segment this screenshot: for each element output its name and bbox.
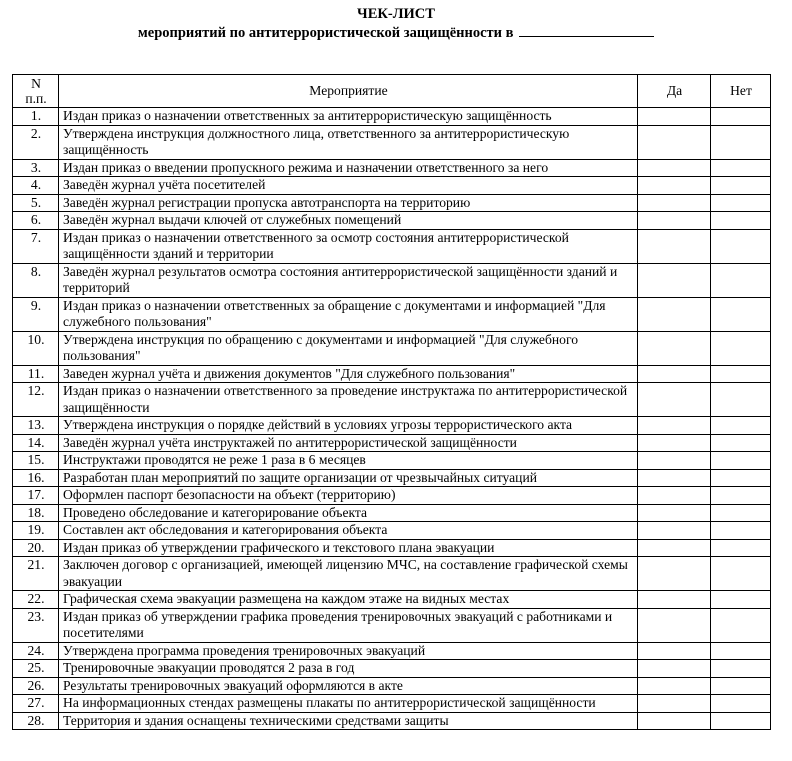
row-no-cell[interactable] — [711, 469, 771, 487]
row-no-cell[interactable] — [711, 108, 771, 126]
header-no: Нет — [711, 75, 771, 108]
row-no-cell[interactable] — [711, 660, 771, 678]
row-yes-cell[interactable] — [638, 452, 711, 470]
row-no-cell[interactable] — [711, 452, 771, 470]
table-row — [13, 712, 771, 730]
row-yes-cell[interactable] — [638, 125, 711, 159]
row-no-cell[interactable] — [711, 125, 771, 159]
organization-blank-line — [519, 24, 654, 37]
row-yes-cell[interactable] — [638, 212, 711, 230]
row-yes-cell[interactable] — [638, 108, 711, 126]
row-no-cell[interactable] — [711, 504, 771, 522]
table-row — [13, 487, 771, 505]
table-row — [13, 108, 771, 126]
table-row — [13, 417, 771, 435]
row-no-cell[interactable] — [711, 695, 771, 713]
row-no-cell[interactable] — [711, 487, 771, 505]
row-yes-cell[interactable] — [638, 557, 711, 591]
row-no-cell[interactable] — [711, 712, 771, 730]
table-row — [13, 125, 771, 159]
row-number: 8. — [13, 263, 59, 297]
row-event-text: Заведён журнал учёта посетителей — [59, 177, 638, 195]
row-no-cell[interactable] — [711, 608, 771, 642]
row-number: 7. — [13, 229, 59, 263]
row-yes-cell[interactable] — [638, 695, 711, 713]
row-event-text: Оформлен паспорт безопасности на объект (территорию) — [59, 487, 638, 505]
row-number: 22. — [13, 591, 59, 609]
row-event-text: Составлен акт обследования и категорирования объекта — [59, 522, 638, 540]
row-event-text: Заведён журнал выдачи ключей от служебных помещений — [59, 212, 638, 230]
row-number: 9. — [13, 297, 59, 331]
row-event-text: Проведено обследование и категорирование объекта — [59, 504, 638, 522]
row-number: 16. — [13, 469, 59, 487]
table-row — [13, 212, 771, 230]
row-number: 26. — [13, 677, 59, 695]
row-number: 4. — [13, 177, 59, 195]
row-number: 3. — [13, 159, 59, 177]
row-number: 11. — [13, 365, 59, 383]
row-yes-cell[interactable] — [638, 331, 711, 365]
row-event-text: Заведён журнал учёта инструктажей по антитеррористической защищённости — [59, 434, 638, 452]
table-row — [13, 591, 771, 609]
row-number: 12. — [13, 383, 59, 417]
row-no-cell[interactable] — [711, 263, 771, 297]
row-no-cell[interactable] — [711, 212, 771, 230]
row-event-text: Утверждена инструкция должностного лица, ответственного за антитеррористическую защищённость — [59, 125, 638, 159]
document-subtitle — [0, 24, 792, 42]
row-event-text: Территория и здания оснащены техническими средствами защиты — [59, 712, 638, 730]
row-number: 2. — [13, 125, 59, 159]
row-event-text: Утверждена инструкция по обращению с документами и информацией "Для служебного пользования" — [59, 331, 638, 365]
row-yes-cell[interactable] — [638, 642, 711, 660]
row-no-cell[interactable] — [711, 591, 771, 609]
table-row — [13, 194, 771, 212]
row-event-text: Заведён журнал результатов осмотра состояния антитеррористической защищённости зданий и территорий — [59, 263, 638, 297]
row-number: 17. — [13, 487, 59, 505]
table-row — [13, 177, 771, 195]
row-event-text: Утверждена инструкция о порядке действий в условиях угрозы террористического акта — [59, 417, 638, 435]
row-number: 13. — [13, 417, 59, 435]
header-yes: Да — [638, 75, 711, 108]
row-number: 1. — [13, 108, 59, 126]
row-event-text: Издан приказ о назначении ответственных за обращение с документами и информацией "Для служебного пользования" — [59, 297, 638, 331]
row-yes-cell[interactable] — [638, 229, 711, 263]
row-yes-cell[interactable] — [638, 194, 711, 212]
row-yes-cell[interactable] — [638, 365, 711, 383]
row-event-text: Заведен журнал учёта и движения документов "Для служебного пользования" — [59, 365, 638, 383]
row-no-cell[interactable] — [711, 677, 771, 695]
row-number: 25. — [13, 660, 59, 678]
row-yes-cell[interactable] — [638, 263, 711, 297]
row-number: 19. — [13, 522, 59, 540]
table-row — [13, 677, 771, 695]
row-event-text: Издан приказ о назначении ответственного за проведение инструктажа по антитеррористической защищённости — [59, 383, 638, 417]
table-row — [13, 452, 771, 470]
table-row — [13, 642, 771, 660]
row-event-text: Разработан план мероприятий по защите организации от чрезвычайных ситуаций — [59, 469, 638, 487]
table-row — [13, 557, 771, 591]
row-event-text: Издан приказ об утверждении графика проведения тренировочных эвакуаций с работниками и посетителями — [59, 608, 638, 642]
table-row — [13, 159, 771, 177]
table-row — [13, 469, 771, 487]
row-yes-cell[interactable] — [638, 522, 711, 540]
table-row — [13, 383, 771, 417]
row-event-text: Тренировочные эвакуации проводятся 2 раза в год — [59, 660, 638, 678]
row-yes-cell[interactable] — [638, 159, 711, 177]
table-row — [13, 331, 771, 365]
header-number-line1: N — [31, 76, 41, 91]
row-no-cell[interactable] — [711, 417, 771, 435]
row-event-text: Издан приказ о назначении ответственного за осмотр состояния антитеррористической защищённости зданий и территории — [59, 229, 638, 263]
row-yes-cell[interactable] — [638, 539, 711, 557]
row-no-cell[interactable] — [711, 365, 771, 383]
row-event-text: Заключен договор с организацией, имеющей лицензию МЧС, на составление графической схемы эвакуации — [59, 557, 638, 591]
table-row — [13, 539, 771, 557]
row-event-text: Результаты тренировочных эвакуаций оформляются в акте — [59, 677, 638, 695]
header-number — [13, 75, 59, 108]
table-row — [13, 434, 771, 452]
row-number: 18. — [13, 504, 59, 522]
row-yes-cell[interactable] — [638, 434, 711, 452]
row-number: 15. — [13, 452, 59, 470]
row-yes-cell[interactable] — [638, 383, 711, 417]
row-event-text: Инструктажи проводятся не реже 1 раза в 6 месяцев — [59, 452, 638, 470]
row-number: 20. — [13, 539, 59, 557]
row-yes-cell[interactable] — [638, 660, 711, 678]
row-no-cell[interactable] — [711, 177, 771, 195]
row-yes-cell[interactable] — [638, 677, 711, 695]
row-number: 23. — [13, 608, 59, 642]
subtitle-text: мероприятий по антитеррористической защищённости в — [137, 25, 514, 41]
header-number-line2: п.п. — [25, 91, 47, 106]
table-row — [13, 263, 771, 297]
row-number: 27. — [13, 695, 59, 713]
header-event: Мероприятие — [59, 75, 638, 108]
row-event-text: Издан приказ о назначении ответственных за антитеррористическую защищённость — [59, 108, 638, 126]
row-no-cell[interactable] — [711, 557, 771, 591]
row-number: 21. — [13, 557, 59, 591]
row-yes-cell[interactable] — [638, 591, 711, 609]
row-no-cell[interactable] — [711, 642, 771, 660]
row-event-text: На информационных стендах размещены плакаты по антитеррористической защищённости — [59, 695, 638, 713]
row-event-text: Издан приказ об утверждении графического и текстового плана эвакуации — [59, 539, 638, 557]
row-no-cell[interactable] — [711, 539, 771, 557]
row-no-cell[interactable] — [711, 331, 771, 365]
row-number: 28. — [13, 712, 59, 730]
table-row — [13, 504, 771, 522]
row-no-cell[interactable] — [711, 434, 771, 452]
row-event-text: Утверждена программа проведения тренировочных эвакуаций — [59, 642, 638, 660]
row-no-cell[interactable] — [711, 297, 771, 331]
row-no-cell[interactable] — [711, 229, 771, 263]
table-row — [13, 608, 771, 642]
row-number: 6. — [13, 212, 59, 230]
table-row — [13, 660, 771, 678]
row-event-text: Графическая схема эвакуации размещена на каждом этаже на видных местах — [59, 591, 638, 609]
row-yes-cell[interactable] — [638, 177, 711, 195]
row-no-cell[interactable] — [711, 522, 771, 540]
row-number: 24. — [13, 642, 59, 660]
table-row — [13, 522, 771, 540]
row-event-text: Издан приказ о введении пропускного режима и назначении ответственного за него — [59, 159, 638, 177]
row-yes-cell[interactable] — [638, 469, 711, 487]
row-number: 14. — [13, 434, 59, 452]
row-number: 10. — [13, 331, 59, 365]
row-yes-cell[interactable] — [638, 297, 711, 331]
table-row — [13, 365, 771, 383]
table-row — [13, 297, 771, 331]
document-title: ЧЕК-ЛИСТ — [357, 6, 435, 22]
row-no-cell[interactable] — [711, 383, 771, 417]
row-yes-cell[interactable] — [638, 487, 711, 505]
row-event-text: Заведён журнал регистрации пропуска автотранспорта на территорию — [59, 194, 638, 212]
row-yes-cell[interactable] — [638, 608, 711, 642]
row-no-cell[interactable] — [711, 194, 771, 212]
row-no-cell[interactable] — [711, 159, 771, 177]
row-yes-cell[interactable] — [638, 712, 711, 730]
row-yes-cell[interactable] — [638, 504, 711, 522]
table-row — [13, 695, 771, 713]
row-yes-cell[interactable] — [638, 417, 711, 435]
checklist-table — [12, 74, 771, 730]
table-row — [13, 229, 771, 263]
table-header-row — [13, 75, 771, 108]
row-number: 5. — [13, 194, 59, 212]
